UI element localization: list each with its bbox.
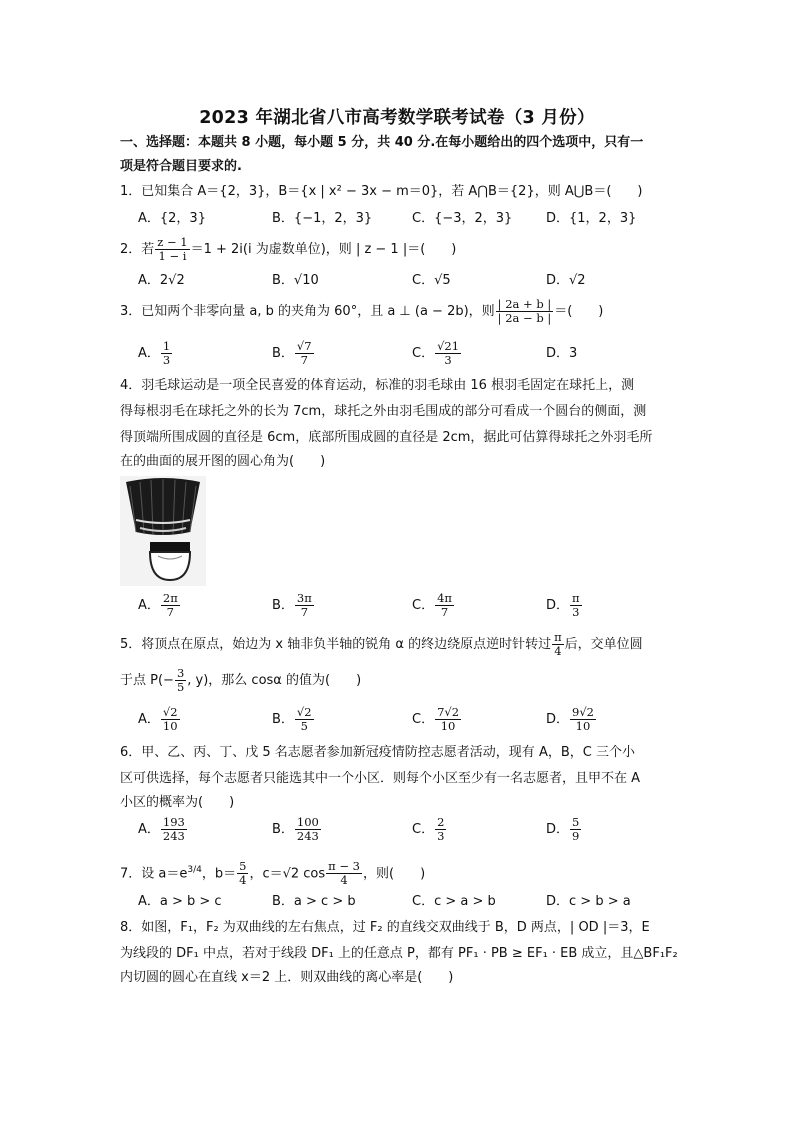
q6-option-b-label: B．	[272, 822, 294, 837]
q3-option-c-frac	[435, 340, 461, 367]
q8-line2: 为线段的 DF₁ 中点，若对于线段 DF₁ 上的任意点 P，都有 PF₁ · PB ≥ EF₁ · EB 成立，且△BF₁F₂	[120, 946, 678, 961]
section-heading-line2: 项是符合题目要求的.	[120, 159, 242, 174]
q3-option-d-value: 3	[569, 346, 578, 361]
frac-num: 7√2	[437, 705, 460, 719]
q4-line2: 得每根羽毛在球托之外的长为 7cm，球托之外由羽毛围成的部分可看成一个圆台的侧面，测	[120, 404, 647, 419]
q8-line1: 8．如图，F₁，F₂ 为双曲线的左右焦点，过 F₂ 的直线交双曲线于 B，D 两点，| OD |＝3，E	[120, 920, 650, 935]
frac-den: 243	[296, 829, 319, 843]
q6-option-c-label: C．	[412, 822, 435, 837]
frac-num: 193	[162, 815, 185, 829]
q4-options	[138, 592, 678, 620]
frac-num: 5	[572, 815, 580, 829]
frac-den: 4	[239, 873, 247, 888]
q8-line3: 内切圆的圆心在直线 x＝2 上．则双曲线的离心率是( )	[120, 970, 454, 985]
q5-option-a-label: A．	[138, 712, 160, 727]
frac-num: 3	[176, 666, 185, 680]
q6-line1: 6．甲、乙、丙、丁、戊 5 名志愿者参加新冠疫情防控志愿者活动，现有 A，B，C 三个小	[120, 745, 635, 760]
q6-option-d-label: D．	[546, 822, 570, 837]
q1-options	[138, 205, 678, 233]
q4-option-b-frac	[295, 592, 314, 619]
q7-stem-a: 7．设 a＝e	[120, 866, 188, 882]
q3-fraction-num: | 2a + b |	[497, 297, 552, 311]
q3-option-d	[546, 340, 577, 368]
frac-num: 3π	[296, 591, 312, 605]
q2-fraction-den: 1 − i	[158, 249, 187, 263]
frac-den: 3	[444, 353, 452, 367]
frac-den: 10	[162, 719, 178, 733]
q7-option-b: B．a > c > b	[272, 894, 356, 909]
q3-option-b-label: B．	[272, 346, 294, 361]
q1-option-d: D．{1，2，3}	[546, 211, 637, 226]
q3-fraction-den: | 2a − b |	[497, 311, 552, 325]
q7-c-frac	[326, 860, 362, 887]
q5-option-d-label: D．	[546, 712, 570, 727]
q5-line2-frac	[175, 667, 186, 694]
q4-option-b-label: B．	[272, 598, 294, 613]
frac-num: π	[554, 630, 562, 644]
q3-option-a	[138, 340, 173, 368]
frac-den: 10	[575, 719, 591, 733]
q6-option-d	[546, 816, 582, 844]
q7-stem-c: ，c＝√2 cos	[249, 866, 326, 882]
frac-num: √2	[296, 705, 312, 719]
frac-num: 2	[437, 815, 445, 829]
frac-den: 3	[162, 353, 171, 367]
q4-option-a-label: A．	[138, 598, 160, 613]
q6-option-a-label: A．	[138, 822, 160, 837]
q7-option-a: A．a > b > c	[138, 894, 222, 909]
q4-option-b	[272, 592, 315, 620]
q5-line2	[120, 666, 680, 696]
q6-option-c	[412, 816, 447, 844]
frac-den: 4	[340, 873, 348, 888]
q7-option-d: D．c > b > a	[546, 894, 631, 909]
frac-num: 100	[296, 815, 319, 829]
frac-den: 9	[572, 829, 580, 843]
q3-option-a-label: A．	[138, 346, 160, 361]
q3-option-c-label: C．	[412, 346, 435, 361]
q3-stem	[120, 297, 680, 327]
q5-option-b-label: B．	[272, 712, 294, 727]
q2-stem-prefix: 2．若	[120, 242, 155, 257]
q6-option-a-frac	[161, 816, 187, 843]
frac-num: π	[572, 591, 580, 605]
q5-options	[138, 706, 678, 734]
frac-den: 3	[572, 605, 580, 619]
q7-b-frac	[237, 860, 248, 887]
frac-den: 4	[554, 644, 562, 658]
q2-fraction	[155, 236, 189, 263]
frac-den: 7	[300, 605, 309, 619]
q4-line3: 得顶端所围成圆的直径是 6cm，底部所围成圆的直径是 2cm，据此可估算得球托之外羽毛所	[120, 430, 653, 445]
q5-line1-prefix: 5．将顶点在原点，始边为 x 轴非负半轴的锐角 α 的终边绕原点逆时针转过	[120, 637, 552, 652]
q3-stem-suffix: ＝( )	[554, 304, 604, 319]
frac-den: 3	[437, 829, 445, 843]
frac-den: 5	[300, 719, 308, 733]
q4-option-c-frac	[435, 592, 454, 619]
q4-line4: 在的曲面的展开图的圆心角为( )	[120, 454, 326, 469]
q7-options	[138, 888, 678, 916]
q6-option-d-frac	[570, 816, 581, 843]
q6-option-b-frac	[295, 816, 321, 843]
q1-option-c: C．{−3，2，3}	[412, 211, 513, 226]
q1-stem: 1．已知集合 A＝{2，3}，B＝{x | x² − 3x − m＝0}，若 A⋂B＝{2}，则 A⋃B＝( )	[120, 184, 643, 199]
q5-option-d	[546, 706, 597, 734]
page-title: 2023 年湖北省八市高考数学联考试卷（3 月份）	[199, 108, 595, 128]
q4-option-d-label: D．	[546, 598, 570, 613]
q3-fraction	[496, 298, 554, 325]
q3-options	[138, 340, 678, 368]
q7-stem	[120, 855, 680, 888]
q2-fraction-num: z − 1	[157, 235, 188, 249]
q2-stem	[120, 236, 680, 264]
q2-option-a: A．2√2	[138, 273, 185, 288]
q3-option-a-frac	[161, 340, 172, 367]
section-heading-line1: 一、选择题：本题共 8 小题，每小题 5 分，共 40 分.在每小题给出的四个选项中，只有一	[120, 135, 644, 150]
frac-den: 7	[300, 353, 308, 367]
q3-option-b-frac	[295, 340, 314, 367]
frac-num: 5	[239, 859, 247, 874]
frac-den: 5	[176, 680, 185, 694]
frac-num: 9√2	[572, 705, 594, 719]
q5-line1-suffix: 后，交单位圆	[564, 637, 643, 652]
q5-option-b-frac	[295, 706, 314, 733]
q7-stem-d: ，则( )	[363, 866, 426, 882]
q4-option-a	[138, 592, 181, 620]
q5-line2-suffix: , y)，那么 cosα 的值为( )	[187, 673, 362, 688]
q5-option-d-frac	[570, 706, 596, 733]
q7-stem-b: ，b＝	[201, 866, 237, 882]
q2-options	[138, 267, 678, 295]
q1-option-a: A．{2，3}	[138, 211, 206, 226]
q4-option-c-label: C．	[412, 598, 435, 613]
q2-stem-suffix: ＝1 + 2i(i 为虚数单位)，则 | z − 1 |＝( )	[190, 242, 457, 257]
q2-option-d: D．√2	[546, 273, 586, 288]
q6-option-b	[272, 816, 322, 844]
frac-den: 7	[440, 605, 449, 619]
q5-option-c	[412, 706, 462, 734]
q3-option-b	[272, 340, 315, 368]
frac-den: 243	[162, 829, 185, 843]
q5-option-a	[138, 706, 181, 734]
shuttlecock-image	[120, 476, 206, 586]
q5-line1	[120, 630, 680, 660]
frac-num: 2π	[162, 591, 178, 605]
frac-den: 7	[166, 605, 174, 619]
q5-line1-frac	[552, 631, 564, 658]
frac-num: 1	[162, 339, 171, 353]
q4-option-c	[412, 592, 455, 620]
q4-option-d	[546, 592, 583, 620]
frac-num: √2	[162, 705, 178, 719]
q5-line2-prefix: 于点 P(−	[120, 673, 174, 688]
q3-stem-prefix: 3．已知两个非零向量 a, b 的夹角为 60°，且 a ⊥ (a − 2b)，则	[120, 304, 495, 319]
q7-option-c: C．c > a > b	[412, 894, 496, 909]
q7-exponent: 3/4	[187, 865, 202, 875]
q3-option-d-label: D．	[546, 346, 570, 361]
q6-line2: 区可供选择，每个志愿者只能选其中一个小区．则每个小区至少有一名志愿者，且甲不在 A	[120, 771, 641, 786]
frac-num: √21	[437, 339, 460, 353]
q6-options	[138, 816, 678, 844]
q4-option-d-frac	[570, 592, 582, 619]
q5-option-c-label: C．	[412, 712, 435, 727]
q6-option-a	[138, 816, 188, 844]
q5-option-b	[272, 706, 315, 734]
q4-line1: 4．羽毛球运动是一项全民喜爱的体育运动，标准的羽毛球由 16 根羽毛固定在球托上，测	[120, 378, 635, 393]
frac-num: 4π	[437, 591, 452, 605]
q6-option-c-frac	[435, 816, 446, 843]
frac-num: √7	[296, 339, 312, 353]
q4-option-a-frac	[161, 592, 180, 619]
frac-den: 10	[440, 719, 456, 733]
q5-option-a-frac	[161, 706, 180, 733]
q2-option-b: B．√10	[272, 273, 319, 288]
frac-num: π − 3	[328, 859, 360, 874]
q6-line3: 小区的概率为( )	[120, 795, 235, 810]
q3-option-c	[412, 340, 462, 368]
q5-option-c-frac	[435, 706, 461, 733]
q2-option-c: C．√5	[412, 273, 451, 288]
q1-option-b: B．{−1，2，3}	[272, 211, 373, 226]
